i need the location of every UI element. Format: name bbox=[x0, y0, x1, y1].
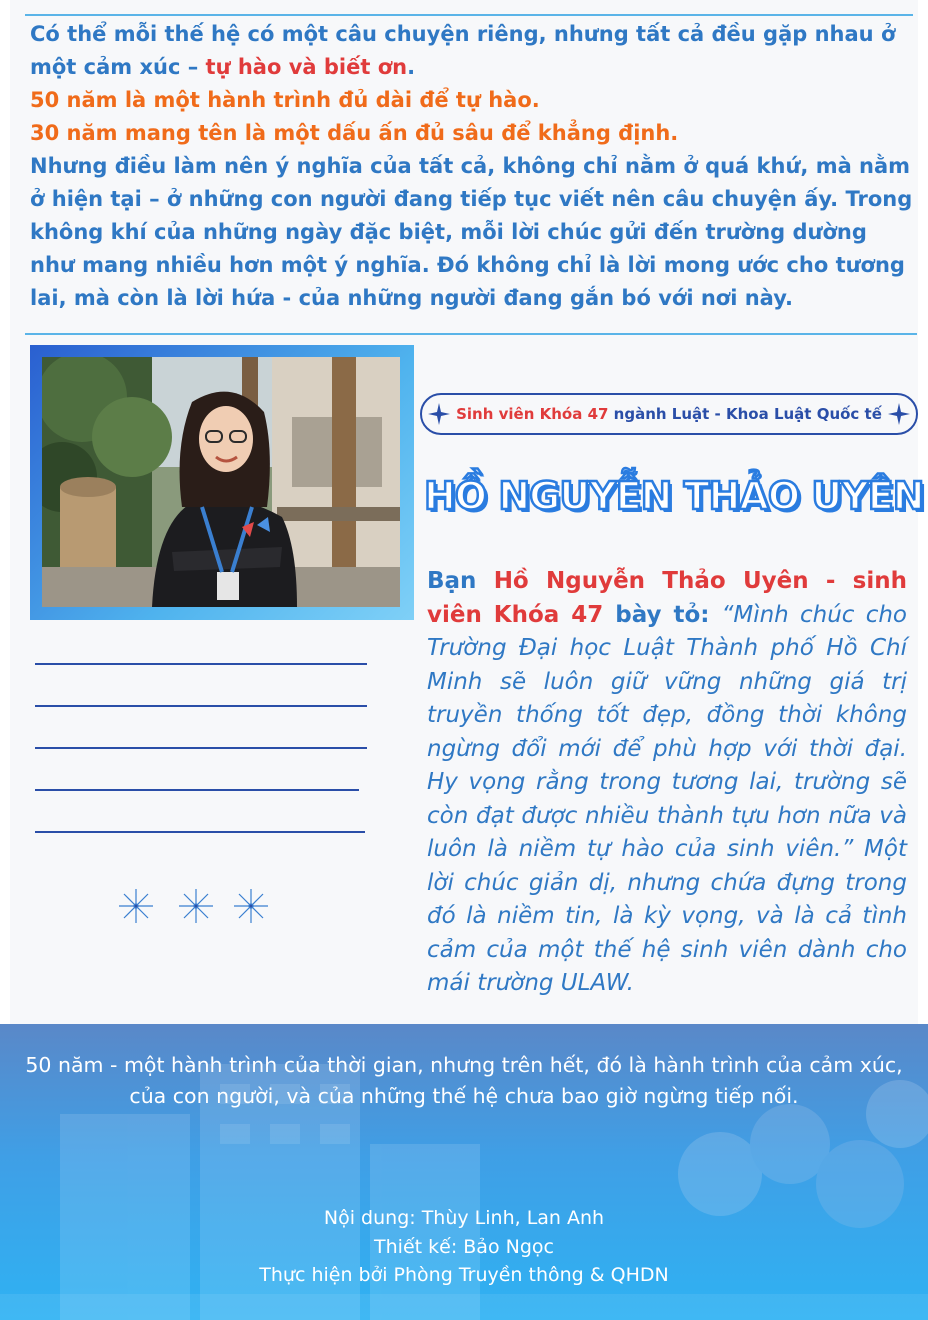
intro-line-1 bbox=[30, 18, 914, 84]
intro-line-2: 50 năm là một hành trình đủ dài để tự hào. bbox=[30, 88, 540, 112]
student-portrait bbox=[42, 357, 400, 607]
top-divider bbox=[25, 14, 913, 16]
intro-line-1-text: Có thể mỗi thế hệ có một câu chuyện riêng, nhưng tất cả đều gặp nhau ở một cảm xúc – bbox=[30, 22, 896, 79]
decor-line bbox=[35, 747, 367, 749]
decor-line bbox=[35, 663, 367, 665]
student-quote bbox=[427, 565, 907, 1001]
credit-content: Nội dung: Thùy Linh, Lan Anh bbox=[323, 1207, 605, 1229]
decor-line bbox=[35, 789, 359, 791]
intro-line-3: 30 năm mang tên là một dấu ấn đủ sâu để khẳng định. bbox=[30, 121, 679, 145]
credit-producer: Thực hiện bởi Phòng Truyền thông & QHDN bbox=[259, 1264, 669, 1286]
tagline-text bbox=[456, 405, 882, 423]
decor-line bbox=[35, 831, 365, 833]
tagline-major: ngành Luật - Khoa Luật Quốc tế bbox=[608, 405, 882, 423]
closing-statement: 50 năm - một hành trình của thời gian, nhưng trên hết, đó là hành trình của cảm xúc, của con người, và của những thế hệ chưa bao giờ ngừng tiếp nối. bbox=[25, 1053, 903, 1108]
intro-line-1-end: . bbox=[407, 55, 416, 79]
sparkle-star-icon bbox=[888, 403, 910, 425]
sparkle-star-icon bbox=[428, 403, 450, 425]
portrait-illustration bbox=[42, 357, 400, 607]
intro-line-4: Nhưng điều làm nên ý nghĩa của tất cả, không chỉ nằm ở quá khứ, mà nằm ở hiện tại – ở những con người đang tiếp tục viết nên câu chuyện ấy. Trong không khí của những ngày đặc biệt, mỗi lời chúc gửi đến trường dường như mang nhiều hơn một ý nghĩa. Đó không chỉ là lời mong ước cho tương lai, mà còn là lời hứa - của những người đang gắn bó với nơi này. bbox=[30, 154, 913, 310]
student-tagline bbox=[420, 393, 918, 435]
credits bbox=[0, 1204, 928, 1290]
decorative-lines bbox=[35, 663, 369, 873]
footer-banner bbox=[0, 1024, 928, 1320]
starburst-icon bbox=[119, 889, 268, 923]
quote-lead: Bạn bbox=[427, 568, 494, 594]
quote-verb: bày tỏ: bbox=[603, 601, 722, 628]
student-name: HỒ NGUYỄN THẢO UYÊN bbox=[424, 474, 924, 518]
decor-line bbox=[35, 705, 367, 707]
middle-divider bbox=[25, 333, 917, 335]
quote-body: “Mình chúc cho Trường Đại học Luật Thành phố Hồ Chí Minh sẽ luôn giữ vững những giá trị truyền thống tốt đẹp, đồng thời không ngừng đổi mới để phù hợp với thời đại. Hy vọng rằng trong tương lai, trường sẽ còn đạt được nhiều thành tựu hơn nữa và luôn là niềm tự hào của sinh viên.” Một lời chúc giản dị, nhưng chứa đựng trong đó là niềm tin, là kỳ vọng, và là cả tình cảm của một thế hệ sinh viên dành cho mái trường ULAW. bbox=[427, 601, 908, 996]
intro-text bbox=[30, 18, 914, 315]
intro-highlight-red: tự hào và biết ơn bbox=[205, 55, 408, 79]
quote-student-name: Hồ Nguyễn Thảo Uyên - sinh viên Khóa 47 bbox=[427, 568, 907, 628]
starburst-decoration bbox=[116, 886, 276, 926]
credit-design: Thiết kế: Bảo Ngọc bbox=[374, 1235, 554, 1258]
portrait-frame bbox=[30, 345, 414, 620]
tagline-cohort: Sinh viên Khóa 47 bbox=[456, 405, 609, 423]
